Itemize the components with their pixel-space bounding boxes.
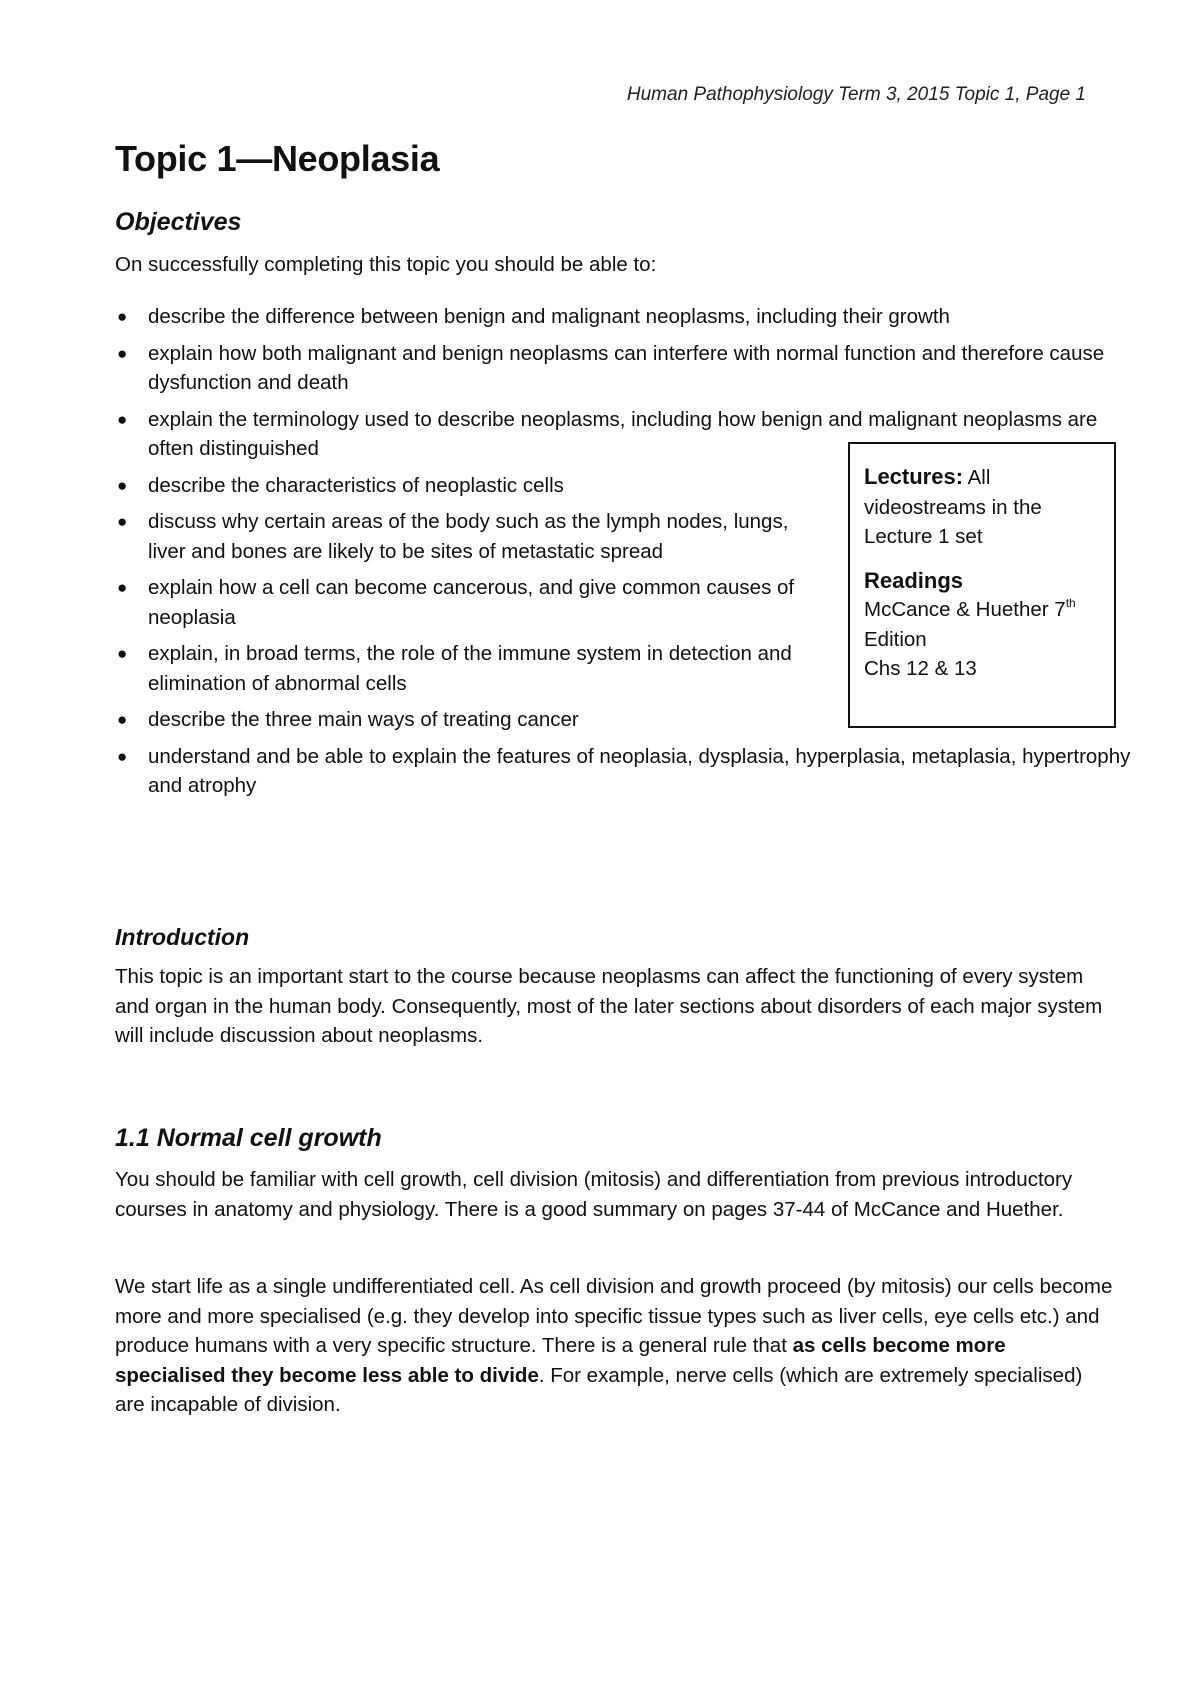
emphasis-text: as cells become more specialised they become less able to divide [115,1334,1006,1387]
bullet-icon: ● [117,343,128,363]
list-item: ● explain, in broad terms, the role of the immune system in detection and elimination of abnormal cells [115,639,868,698]
list-item: ● discuss why certain areas of the body such as the lymph nodes, lungs, liver and bones are likely to be sites of metastatic spread [115,507,798,566]
list-item: ● understand and be able to explain the features of neoplasia, dysplasia, hyperplasia, metaplasia, hypertrophy and atrophy [115,742,1143,801]
list-item: ● describe the three main ways of treating cancer [115,705,868,735]
section-1-1-para-2: We start life as a single undifferentiated cell. As cell division and growth proceed (by mitosis) our cells become more and more specialised (e.g. they develop into specific tissue types such as liver cells, eye cells etc.) and produce humans with a very specific structure. There is a general rule that as cells become more specialised they become less able to divide. For example, nerve cells (which are extremely specialised) are incapable of division. [115,1275,1113,1416]
reading-book: McCance & Huether 7th [864,596,1076,621]
bullet-icon: ● [117,578,128,597]
list-item: ● describe the characteristics of neoplastic cells [115,471,868,501]
introduction-heading: Introduction [115,924,250,950]
list-item: ● explain how both malignant and benign neoplasms can interfere with normal function and therefore cause dysfunction and death [115,339,1148,398]
bullet-icon: ● [117,746,128,766]
bullet-icon: ● [117,644,128,663]
section-1-1-heading: 1.1 Normal cell growth [115,1124,382,1152]
running-header: Human Pathophysiology Term 3, 2015 Topic 1, Page 1 [626,84,1086,105]
reading-chapters: Chs 12 & 13 [864,657,977,680]
list-item: ● describe the difference between benign and malignant neoplasms, including their growth [115,302,1148,332]
list-item: ● explain the terminology used to describe neoplasms, including how benign and malignant neoplasms are often distinguished [115,405,1148,464]
bullet-icon: ● [117,307,128,326]
bullet-icon: ● [117,710,128,729]
readings-heading: Readings [864,567,964,593]
reading-edition: Edition [864,627,927,651]
lectures-text: Lectures: All videostreams in the Lecture 1 set [864,464,1042,548]
bullet-icon: ● [117,512,128,531]
objectives-intro: On successfully completing this topic you should be able to: [115,253,657,276]
lectures-readings-box [848,442,1116,728]
page-title: Topic 1—Neoplasia [115,138,440,179]
bullet-icon: ● [117,475,128,495]
lectures-label: Lectures: [864,464,964,489]
objectives-heading: Objectives [115,208,242,236]
bullet-icon: ● [117,409,128,429]
list-item: ● explain how a cell can become cancerous, and give common causes of neoplasia [115,573,838,632]
section-1-1-para-1: You should be familiar with cell growth, cell division (mitosis) and differentiation from previous introductory courses in anatomy and physiology. There is a good summary on pages 37-44 of McCance and Huether. [115,1168,1073,1221]
introduction-text: This topic is an important start to the course because neoplasms can affect the functioning of every system and organ in the human body. Consequently, most of the later sections about disorders of each major system will include discussion about neoplasms. [115,965,1103,1047]
